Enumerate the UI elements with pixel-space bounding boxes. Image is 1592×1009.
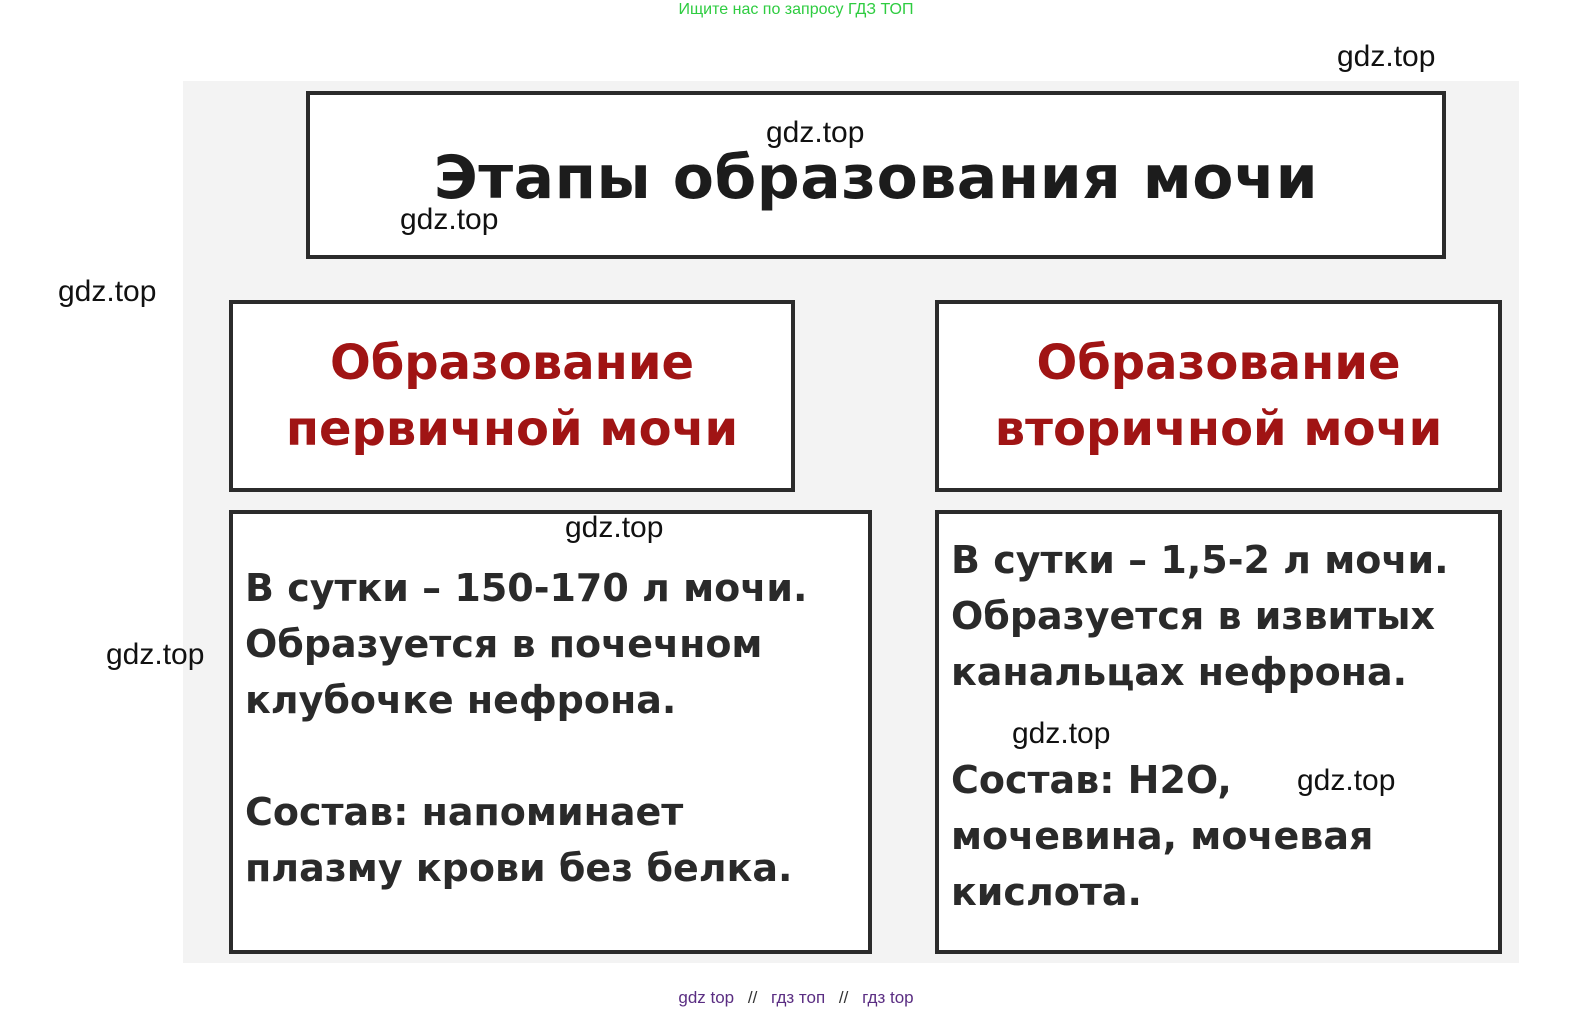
secondary-urine-line: кислота. <box>951 870 1142 914</box>
secondary-urine-line: Состав: H2O, <box>951 758 1232 802</box>
primary-urine-line: плазму крови без белка. <box>245 846 793 890</box>
watermark: gdz.top <box>58 275 157 308</box>
watermark: gdz.top <box>565 511 664 544</box>
secondary-urine-line: В сутки – 1,5-2 л мочи. <box>951 538 1449 582</box>
primary-urine-line: клубочке нефрона. <box>245 678 677 722</box>
secondary-urine-heading <box>995 330 1442 462</box>
primary-urine-heading-line1: Образование <box>329 335 695 391</box>
watermark: gdz.top <box>400 203 499 236</box>
footer-links <box>0 988 1592 1008</box>
primary-urine-line: Образуется в почечном <box>245 622 763 666</box>
secondary-urine-text-1 <box>951 532 1449 700</box>
secondary-urine-line: Образуется в извитых <box>951 594 1436 638</box>
secondary-urine-line: мочевина, мочевая <box>951 814 1374 858</box>
primary-urine-heading-line2: первичной мочи <box>285 401 739 457</box>
top-banner-text: Ищите нас по запросу ГДЗ ТОП <box>678 1 914 18</box>
watermark: gdz.top <box>766 116 865 149</box>
primary-urine-heading <box>286 330 738 462</box>
watermark: gdz.top <box>1012 717 1111 750</box>
footer-link-gdz-top-mixed[interactable]: гдз top <box>862 988 914 1007</box>
secondary-urine-heading-box <box>935 300 1502 492</box>
footer-link-gdz-top[interactable]: gdz top <box>678 988 735 1007</box>
secondary-urine-heading-line1: Образование <box>1036 335 1401 391</box>
footer-link-gdz-top-ru[interactable]: гдз топ <box>771 988 826 1007</box>
diagram-title: Этапы образования мочи <box>433 143 1319 213</box>
primary-urine-heading-box <box>229 300 795 492</box>
watermark: gdz.top <box>1297 764 1396 797</box>
secondary-urine-line: канальцах нефрона. <box>951 650 1408 694</box>
primary-urine-line: Состав: напоминает <box>245 790 684 834</box>
watermark: gdz.top <box>106 638 205 671</box>
footer-separator: // <box>838 988 849 1007</box>
watermark: gdz.top <box>1337 40 1436 73</box>
secondary-urine-heading-line2: вторичной мочи <box>994 401 1443 457</box>
primary-urine-text-2 <box>245 784 793 896</box>
primary-urine-body-box <box>229 510 872 954</box>
footer-separator: // <box>747 988 758 1007</box>
primary-urine-line: В сутки – 150-170 л мочи. <box>245 566 808 610</box>
primary-urine-text-1 <box>245 560 807 728</box>
